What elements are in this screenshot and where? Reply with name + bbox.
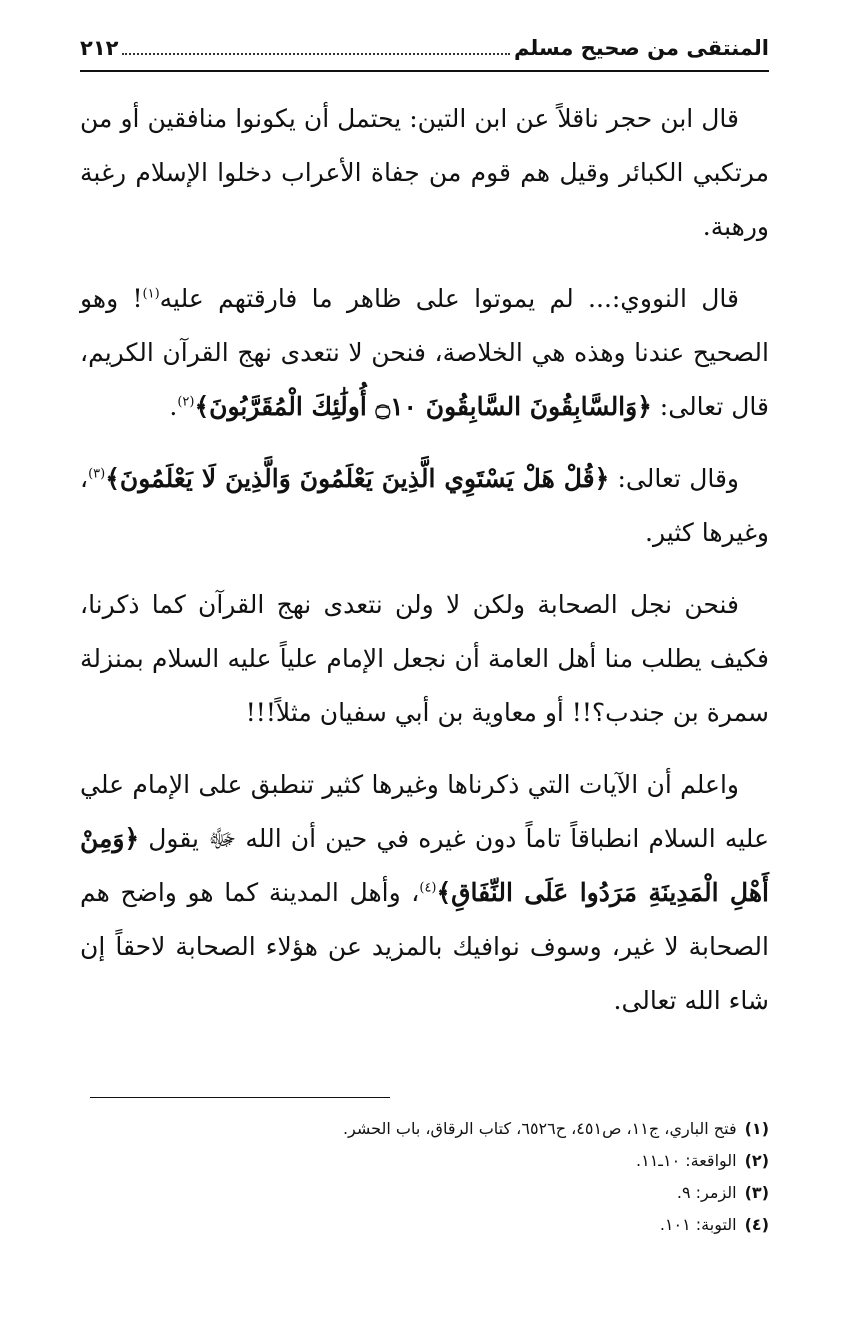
paragraph-4-text: فنحن نجل الصحابة ولكن لا ولن نتعدى نهج القرآن كما ذكرنا، فكيف يطلب منا أهل العامة أن نجعل الإمام علياً عليه السلام بمنزلة سمرة بن جندب؟!! أو معاوية بن أبي سفيان مثلاً!!! <box>80 590 769 727</box>
paragraph-1-text: قال ابن حجر ناقلاً عن ابن التين: يحتمل أن يكونوا منافقين أو من مرتكبي الكبائر وقيل هم قوم من جفاة الأعراب دخلوا الإسلام رغبة ورهبة. <box>80 104 769 241</box>
footnote-text: الزمر: ٩. <box>676 1183 737 1202</box>
footnote-item <box>88 1145 769 1177</box>
paragraph-2-mid: ! وهو الصحيح عندنا وهذه هي الخلاصة، فنحن لا نتعدى نهج القرآن الكريم، قال تعالى: <box>80 284 769 421</box>
footnote-separator <box>90 1097 390 1098</box>
quran-verse-zumar: ﴿قُلْ هَلْ يَسْتَوِي الَّذِينَ يَعْلَمُونَ وَالَّذِينَ لَا يَعْلَمُونَ﴾ <box>105 464 610 493</box>
footnote-ref-1: (١) <box>142 286 160 302</box>
footnotes <box>88 1113 769 1241</box>
paragraph-1 <box>80 92 769 254</box>
paragraph-5-post: ، وأهل المدينة كما هو واضح هم الصحابة لا غير، وسوف نوافيك بالمزيد عن هؤلاء الصحابة لاحقاً إن شاء الله تعالى. <box>80 878 769 1015</box>
paragraph-2-pre: قال النووي:... لم يموتوا على ظاهر ما فارقتهم عليه <box>159 284 739 313</box>
paragraph-5 <box>80 758 769 1028</box>
running-header <box>80 26 769 72</box>
header-dot-leader <box>122 41 510 55</box>
footnote-item <box>88 1209 769 1241</box>
footnote-text: فتح الباري، ج١١، ص٤٥١، ح٦٥٢٦، كتاب الرقاق، باب الحشر. <box>342 1119 737 1138</box>
paragraph-2-post: . <box>169 392 178 421</box>
footnote-number: (٣) <box>744 1183 769 1202</box>
paragraph-2 <box>80 272 769 434</box>
footnote-number: (٢) <box>744 1151 769 1170</box>
paragraph-3 <box>80 452 769 560</box>
paragraph-4 <box>80 578 769 740</box>
paragraph-3-pre: وقال تعالى: <box>609 464 739 493</box>
footnote-text: التوبة: ١٠١. <box>659 1215 737 1234</box>
quran-verse-tawbah: ﴿وَمِنْ أَهْلِ الْمَدِينَةِ مَرَدُوا عَلَى النِّفَاقِ﴾ <box>80 824 769 907</box>
footnote-ref-4: (٤) <box>419 880 437 896</box>
footnote-number: (١) <box>744 1119 769 1138</box>
footnote-ref-2: (٢) <box>177 394 195 410</box>
footnote-number: (٤) <box>744 1215 769 1234</box>
header-title: المنتقى من صحيح مسلم <box>513 36 769 60</box>
footnote-item <box>88 1113 769 1145</box>
footnote-ref-3: (٣) <box>88 466 106 482</box>
page-number: ٢١٢ <box>80 36 119 60</box>
paragraph-5-pre: واعلم أن الآيات التي ذكرناها وغيرها كثير تنطبق على الإمام علي عليه السلام انطباقاً تاماً دون غيره في حين أن الله ﷻ يقول <box>80 770 769 853</box>
footnote-text: الواقعة: ١٠ـ١١. <box>636 1151 737 1170</box>
main-text <box>80 92 769 1046</box>
quran-verse-waqiah: ﴿وَالسَّابِقُونَ السَّابِقُونَ ۝١٠ أُولَٰئِكَ الْمُقَرَّبُونَ﴾ <box>194 392 652 421</box>
footnote-item <box>88 1177 769 1209</box>
paragraph-3-post: ، وغيرها كثير. <box>80 464 769 547</box>
